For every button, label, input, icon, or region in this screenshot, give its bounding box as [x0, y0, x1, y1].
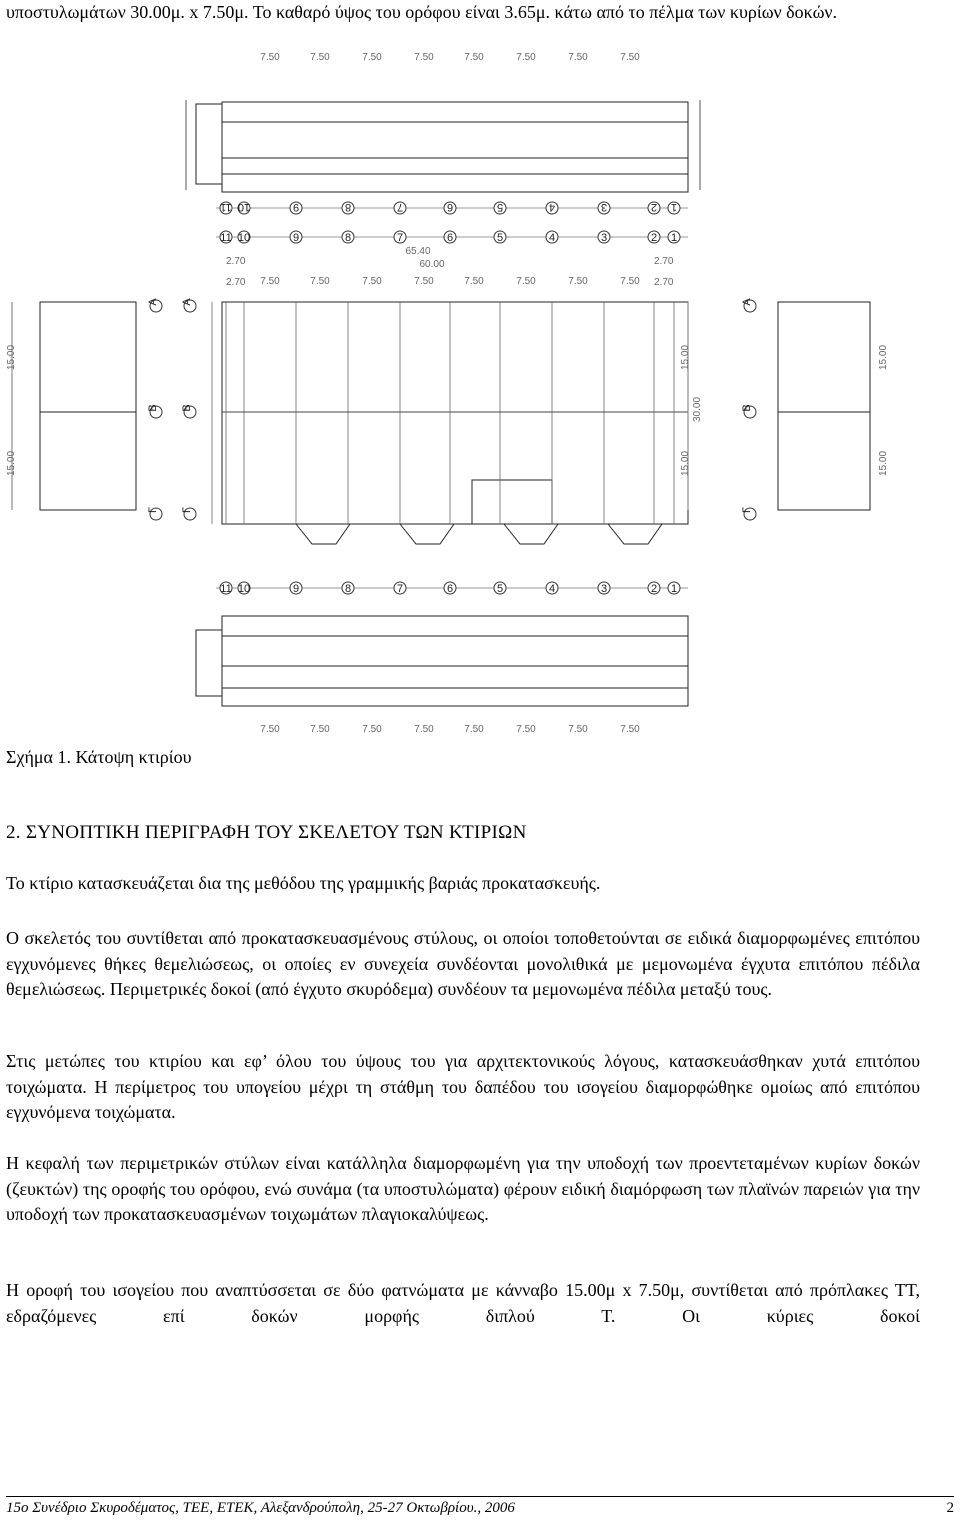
grid-letter-label: B [181, 404, 193, 412]
depth-dimension-left-1: 15.00 [6, 344, 17, 370]
grid-number-label: 2 [650, 583, 658, 595]
bay-dimension-label: 7.50 [260, 724, 280, 735]
grid-number-label: 6 [446, 201, 454, 213]
edge-dimension-right: 2.70 [654, 256, 674, 267]
grid-number-label: 9 [292, 201, 300, 213]
grid-letter-label: A [181, 298, 193, 306]
bay-dimension-label: 7.50 [310, 276, 330, 287]
bay-dimension-label: 7.50 [260, 52, 280, 63]
intro-text: υποστυλωμάτων 30.00μ. x 7.50μ. Το καθαρό ύψος του ορόφου είναι 3.65μ. κάτω από το πέλμα των κυρίων δοκών. [6, 2, 838, 22]
bay-dimension-label: 7.50 [464, 52, 484, 63]
bay-dimension-label: 7.50 [516, 276, 536, 287]
grid-letter-label: B [147, 404, 159, 412]
bay-dimension-label: 7.50 [568, 276, 588, 287]
bay-dimension-label: 7.50 [414, 52, 434, 63]
depth-dimension-far-right-2: 15.00 [878, 450, 889, 476]
grid-number-label: 3 [600, 232, 608, 244]
grid-number-label: 5 [496, 583, 504, 595]
bay-dimension-label: 7.50 [516, 52, 536, 63]
grid-number-label: 10 [237, 201, 251, 213]
depth-dimension-right-2: 15.00 [680, 450, 691, 476]
grid-number-label: 2 [650, 201, 658, 213]
bay-dimension-label: 7.50 [414, 724, 434, 735]
grid-number-label: 5 [496, 232, 504, 244]
footer-rule [6, 1496, 954, 1497]
grid-letter-label: Γ [181, 506, 193, 514]
bay-dimension-label: 7.50 [310, 52, 330, 63]
depth-dimension-right-1: 15.00 [680, 344, 691, 370]
paragraph-1: Το κτίριο κατασκευάζεται δια της μεθόδου της γραμμικής βαριάς προκατασκευής. [6, 873, 601, 893]
paragraph-5: Η οροφή του ισογείου που αναπτύσσεται σε δύο φατνώματα με κάνναβο 15.00μ x 7.50μ, συντίθεται από πρόπλακες ΤΤ, εδραζόμενες επί δοκών μορφής διπλού Τ. Οι κύριες δοκοί [6, 1280, 920, 1326]
bay-dimension-label: 7.50 [362, 724, 382, 735]
edge-dimension-left-2: 2.70 [226, 277, 246, 288]
grid-letter-label: Γ [741, 506, 753, 514]
grid-number-label: 1 [670, 232, 678, 244]
figure-caption: Σχήμα 1. Κάτοψη κτιρίου [6, 747, 192, 767]
bay-dimension-label: 7.50 [414, 276, 434, 287]
grid-number-label: 8 [344, 583, 352, 595]
grid-number-label: 1 [670, 201, 678, 213]
grid-number-label: 2 [650, 232, 658, 244]
depth-dimension-far-right-1: 15.00 [878, 344, 889, 370]
paragraph-2: Ο σκελετός του συντίθεται από προκατασκευασμένους στύλους, οι οποίοι τοποθετούνται σε ειδικά διαμορφωμένες επιτόπου εγχυνόμενες θήκες θεμελιώσεως, οι οποίες εν συνεχεία συνδέονται μονολιθικά με μεμονωμένα έγχυτα επιτόπου πέδιλα θεμελιώσεως. Περιμετρικές δοκοί (από έγχυτο σκυρόδεμα) συνδέουν τα μεμονωμένα πέδιλα μεταξύ τους. [6, 928, 920, 999]
top-elevation-outline [222, 102, 688, 192]
edge-dimension-left: 2.70 [226, 256, 246, 267]
bay-dimension-label: 7.50 [260, 276, 280, 287]
bay-dimension-label: 7.50 [464, 724, 484, 735]
bottom-elevation-outline [222, 616, 688, 706]
grid-letter-label: A [147, 298, 159, 306]
grid-number-label: 7 [396, 583, 404, 595]
grid-number-label: 9 [292, 583, 300, 595]
grid-number-label: 6 [446, 232, 454, 244]
grid-number-label: 7 [396, 201, 404, 213]
grid-number-label: 1 [670, 583, 678, 595]
grid-number-label: 7 [396, 232, 404, 244]
main-plan-outline [222, 302, 688, 524]
grid-number-label: 3 [600, 583, 608, 595]
total-outer-dimension: 65.40 [405, 246, 431, 257]
grid-number-label: 4 [548, 201, 556, 213]
edge-dimension-right-2: 2.70 [654, 277, 674, 288]
bay-dimension-label: 7.50 [568, 724, 588, 735]
grid-number-label: 11 [220, 583, 232, 595]
footer-conference: 15ο Συνέδριο Σκυροδέματος, ΤΕΕ, ΕΤΕΚ, Αλεξανδρούπολη, 25-27 Οκτωβρίου., 2006 [6, 1500, 515, 1516]
grid-number-label: 4 [548, 232, 556, 244]
bay-dimension-label: 7.50 [362, 52, 382, 63]
paragraph-3: Στις μετώπες του κτιρίου και εφ’ όλου του ύψους του για αρχιτεκτονικούς λόγους, κατασκευάσθηκαν χυτά επιτόπου τοιχώματα. Η περίμετρος του υπογείου μέχρι τη στάθμη του δαπέδου του ισογείου διαμορφώθηκε ομοίως από επιτόπου εγχυνόμενα τοιχώματα. [6, 1051, 920, 1122]
bay-dimension-label: 7.50 [568, 52, 588, 63]
bay-dimension-label: 7.50 [516, 724, 536, 735]
grid-number-label: 10 [237, 583, 251, 595]
total-inner-dimension: 60.00 [419, 259, 445, 270]
grid-letter-label: A [741, 298, 753, 306]
grid-number-label: 5 [496, 201, 504, 213]
bay-dimension-label: 7.50 [464, 276, 484, 287]
grid-number-label: 3 [600, 201, 608, 213]
paragraph-4: Η κεφαλή των περιμετρικών στύλων είναι κατάλληλα διαμορφωμένη για την υποδοχή των προεντεταμένων κυρίων δοκών (ζευκτών) της οροφής του ορόφου, ενώ συνάμα (τα υποστυλώματα) φέρουν ειδική διαμόρφωση των πλαϊνών παρειών για την υποδοχή των προκατασκευασμένων τοιχωμάτων πλαγιοκαλύψεως. [6, 1153, 920, 1224]
bay-dimension-label: 7.50 [620, 52, 640, 63]
depth-dimension-left-2: 15.00 [6, 450, 17, 476]
grid-number-label: 6 [446, 583, 454, 595]
bay-dimension-label: 7.50 [362, 276, 382, 287]
grid-number-label: 9 [292, 232, 300, 244]
bay-dimension-label: 7.50 [620, 276, 640, 287]
depth-dimension-total: 30.00 [692, 396, 703, 422]
page-number: 2 [946, 1500, 954, 1516]
grid-number-label: 10 [237, 232, 251, 244]
grid-number-label: 8 [344, 201, 352, 213]
grid-letter-label: Γ [147, 506, 159, 514]
section-heading: 2. ΣΥΝΟΠΤΙΚΗ ΠΕΡΙΓΡΑΦΗ ΤΟΥ ΣΚΕΛΕΤΟΥ ΤΩΝ ΚΤΙΡΙΩΝ [6, 822, 527, 843]
grid-number-label: 11 [220, 201, 232, 213]
grid-number-label: 11 [220, 232, 232, 244]
building-plan-figure [0, 40, 960, 740]
grid-number-label: 8 [344, 232, 352, 244]
bay-dimension-label: 7.50 [310, 724, 330, 735]
grid-number-label: 4 [548, 583, 556, 595]
grid-letter-label: B [741, 404, 753, 412]
bay-dimension-label: 7.50 [620, 724, 640, 735]
